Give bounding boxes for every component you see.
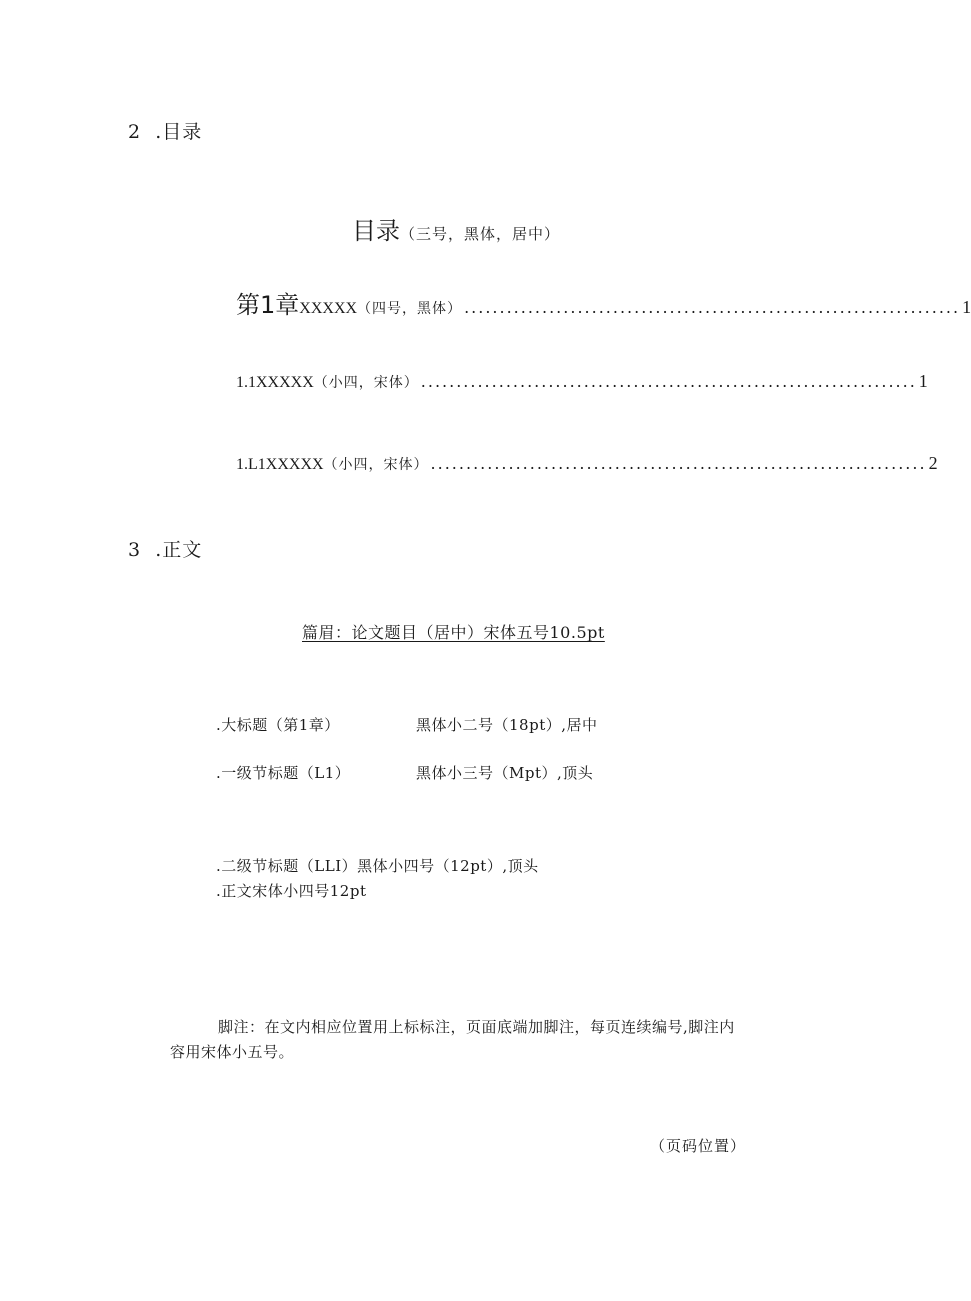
toc-entry-page: 1 (918, 371, 928, 391)
toc-title: 目录 (352, 217, 400, 245)
section-title: .正文 (155, 539, 203, 561)
toc-entry-note: （小四，宋体） (323, 457, 429, 473)
section-title: .目录 (155, 121, 203, 143)
toc-leader-dots: ...................................................................... (430, 454, 927, 473)
toc-entry[interactable] (236, 285, 971, 320)
toc-entry-page: 2 (928, 453, 938, 473)
toc-entry[interactable] (236, 371, 928, 392)
toc-entry-text: 1.L1XXXXX (236, 456, 324, 473)
toc-entry-lead: 第1章 (236, 291, 300, 319)
spec-chapter-value: 黑体小二号（18pt）,居中 (416, 716, 598, 734)
toc-entry[interactable] (236, 453, 938, 474)
spec-level1-value: 黑体小三号（Mpt）,顶头 (416, 764, 594, 782)
footnote-line-1: 脚注：在文内相应位置用上标标注，页面底端加脚注，每页连续编号,脚注内 (218, 1018, 735, 1036)
toc-title-note: （三号，黑体，居中） (400, 225, 561, 243)
toc-entry-text: XXXXX (299, 300, 358, 317)
spec-level1-label: .一级节标题（L1） (216, 764, 351, 782)
toc-leader-dots: ...................................................................... (464, 298, 961, 317)
toc-leader-dots: ...................................................................... (420, 372, 917, 391)
toc-entry-page: 1 (962, 297, 971, 317)
page-number-note: （页码位置） (650, 1137, 747, 1155)
toc-entry-note: （小四，宋体） (313, 375, 419, 391)
spec-level2: .二级节标题（LLI）黑体小四号（12pt）,顶头 (216, 857, 539, 875)
section-heading-toc (128, 117, 202, 144)
footnote-line-2: 容用宋体小五号。 (170, 1043, 295, 1061)
section-heading-body (128, 535, 202, 562)
toc-title-line (352, 211, 560, 246)
toc-entry-text: 1.1XXXXX (236, 374, 314, 391)
section-number: 3 (128, 539, 142, 561)
spec-chapter-label: .大标题（第1章） (216, 716, 340, 734)
spec-body: .正文宋体小四号12pt (216, 882, 367, 900)
section-number: 2 (128, 121, 142, 143)
running-header-note: 篇眉：论文题目（居中）宋体五号10.5pt (302, 623, 605, 642)
toc-entry-note: （四号，黑体） (357, 301, 463, 317)
